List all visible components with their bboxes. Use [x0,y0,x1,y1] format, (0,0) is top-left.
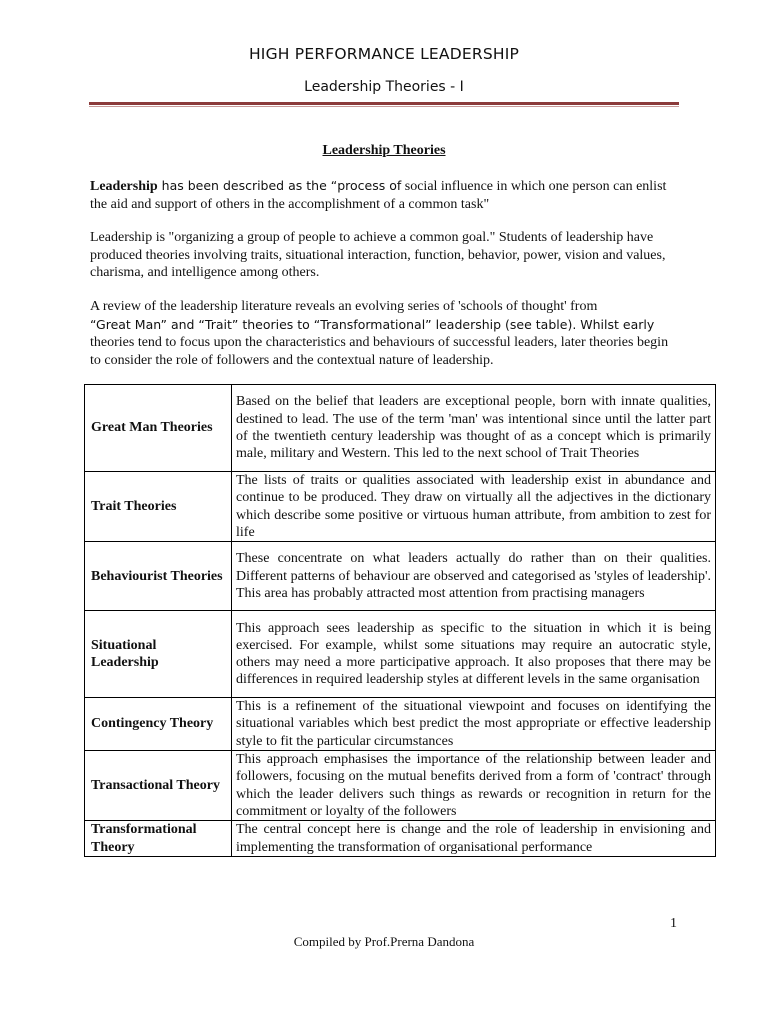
paragraph-review [90,298,680,369]
page-number: 1 [670,916,677,931]
table-row [85,472,716,542]
header-rule-thick [89,102,679,105]
footer-credit: Compiled by Prof.Prerna Dandona [293,934,475,949]
theory-name: Behaviourist Theories [85,542,232,611]
document-title: HIGH PERFORMANCE LEADERSHIP [248,45,520,63]
paragraph-organizing: Leadership is "organizing a group of people to achieve a common goal." Students of leadership have produced theories involving traits, situational interaction, function, behavior, power, vision and values, charisma, and intelligence among others. [90,230,666,280]
theory-name: Transformational Theory [85,821,232,857]
theory-description: This approach sees leadership as specific to the situation in which it is being exercised. For example, whilst some situations may require an autocratic style, others may need a more participative approach. It also proposes that there may be differences in required leadership styles at different levels in the same organisation [232,611,716,698]
theory-description: The central concept here is change and the role of leadership in envisioning and implementing the transformation of organisational performance [232,821,716,857]
table-row [85,611,716,698]
theory-description: The lists of traits or qualities associated with leadership exist in abundance and continue to be produced. They draw on virtually all the adjectives in the dictionary which describe some positive or virtuous human attribute, from ambition to zest for life [232,472,716,542]
table-row [85,821,716,857]
theory-name: Contingency Theory [85,698,232,751]
paragraph-definition-lead: Leadership [90,179,158,194]
section-heading: Leadership Theories [322,143,446,158]
theory-name: Great Man Theories [85,385,232,472]
paragraph-review-sans: “Great Man” and “Trait” theories to “Transformational” leadership (see table). Whilst early [90,316,655,332]
theory-name: Situational Leadership [85,611,232,698]
paragraph-definition [90,177,680,213]
table-row [85,385,716,472]
table-row [85,698,716,751]
theory-name: Trait Theories [85,472,232,542]
theory-description: This approach emphasises the importance of the relationship between leader and followers, focusing on the mutual benefits derived from a form of 'contract' through which the leader delivers such things as rewards or recognition in return for the commitment or loyalty of the followers [232,751,716,821]
header-rule-thin [89,106,679,107]
table-row [85,542,716,611]
theory-description: This is a refinement of the situational viewpoint and focuses on identifying the situational variables which best predict the most appropriate or effective leadership style to fit the particular circumstances [232,698,716,751]
document-subtitle: Leadership Theories - I [304,79,464,95]
paragraph-review-part1: A review of the leadership literature reveals an evolving series of 'schools of thought' from [90,299,598,314]
theory-name: Transactional Theory [85,751,232,821]
paragraph-review-part2: theories tend to focus upon the characteristics and behaviours of successful leaders, later theories begin to consider the role of followers and the contextual nature of leadership. [90,335,669,368]
theory-description: Based on the belief that leaders are exceptional people, born with innate qualities, destined to lead. The use of the term 'man' was intentional since until the latter part of the twentieth century leadership was thought of as a concept which is primarily male, military and Western. This led to the next school of Trait Theories [232,385,716,472]
paragraph-definition-rest: social influence in which one person can enlist the aid and support of others in the accomplishment of a common task" [90,179,667,212]
theory-description: These concentrate on what leaders actually do rather than on their qualities. Different patterns of behaviour are observed and categorised as 'styles of leadership'. This area has probably attracted most attention from practising managers [232,542,716,611]
paragraph-definition-sans: has been described as the “process of [157,178,402,193]
theories-table [84,384,716,857]
table-row [85,751,716,821]
